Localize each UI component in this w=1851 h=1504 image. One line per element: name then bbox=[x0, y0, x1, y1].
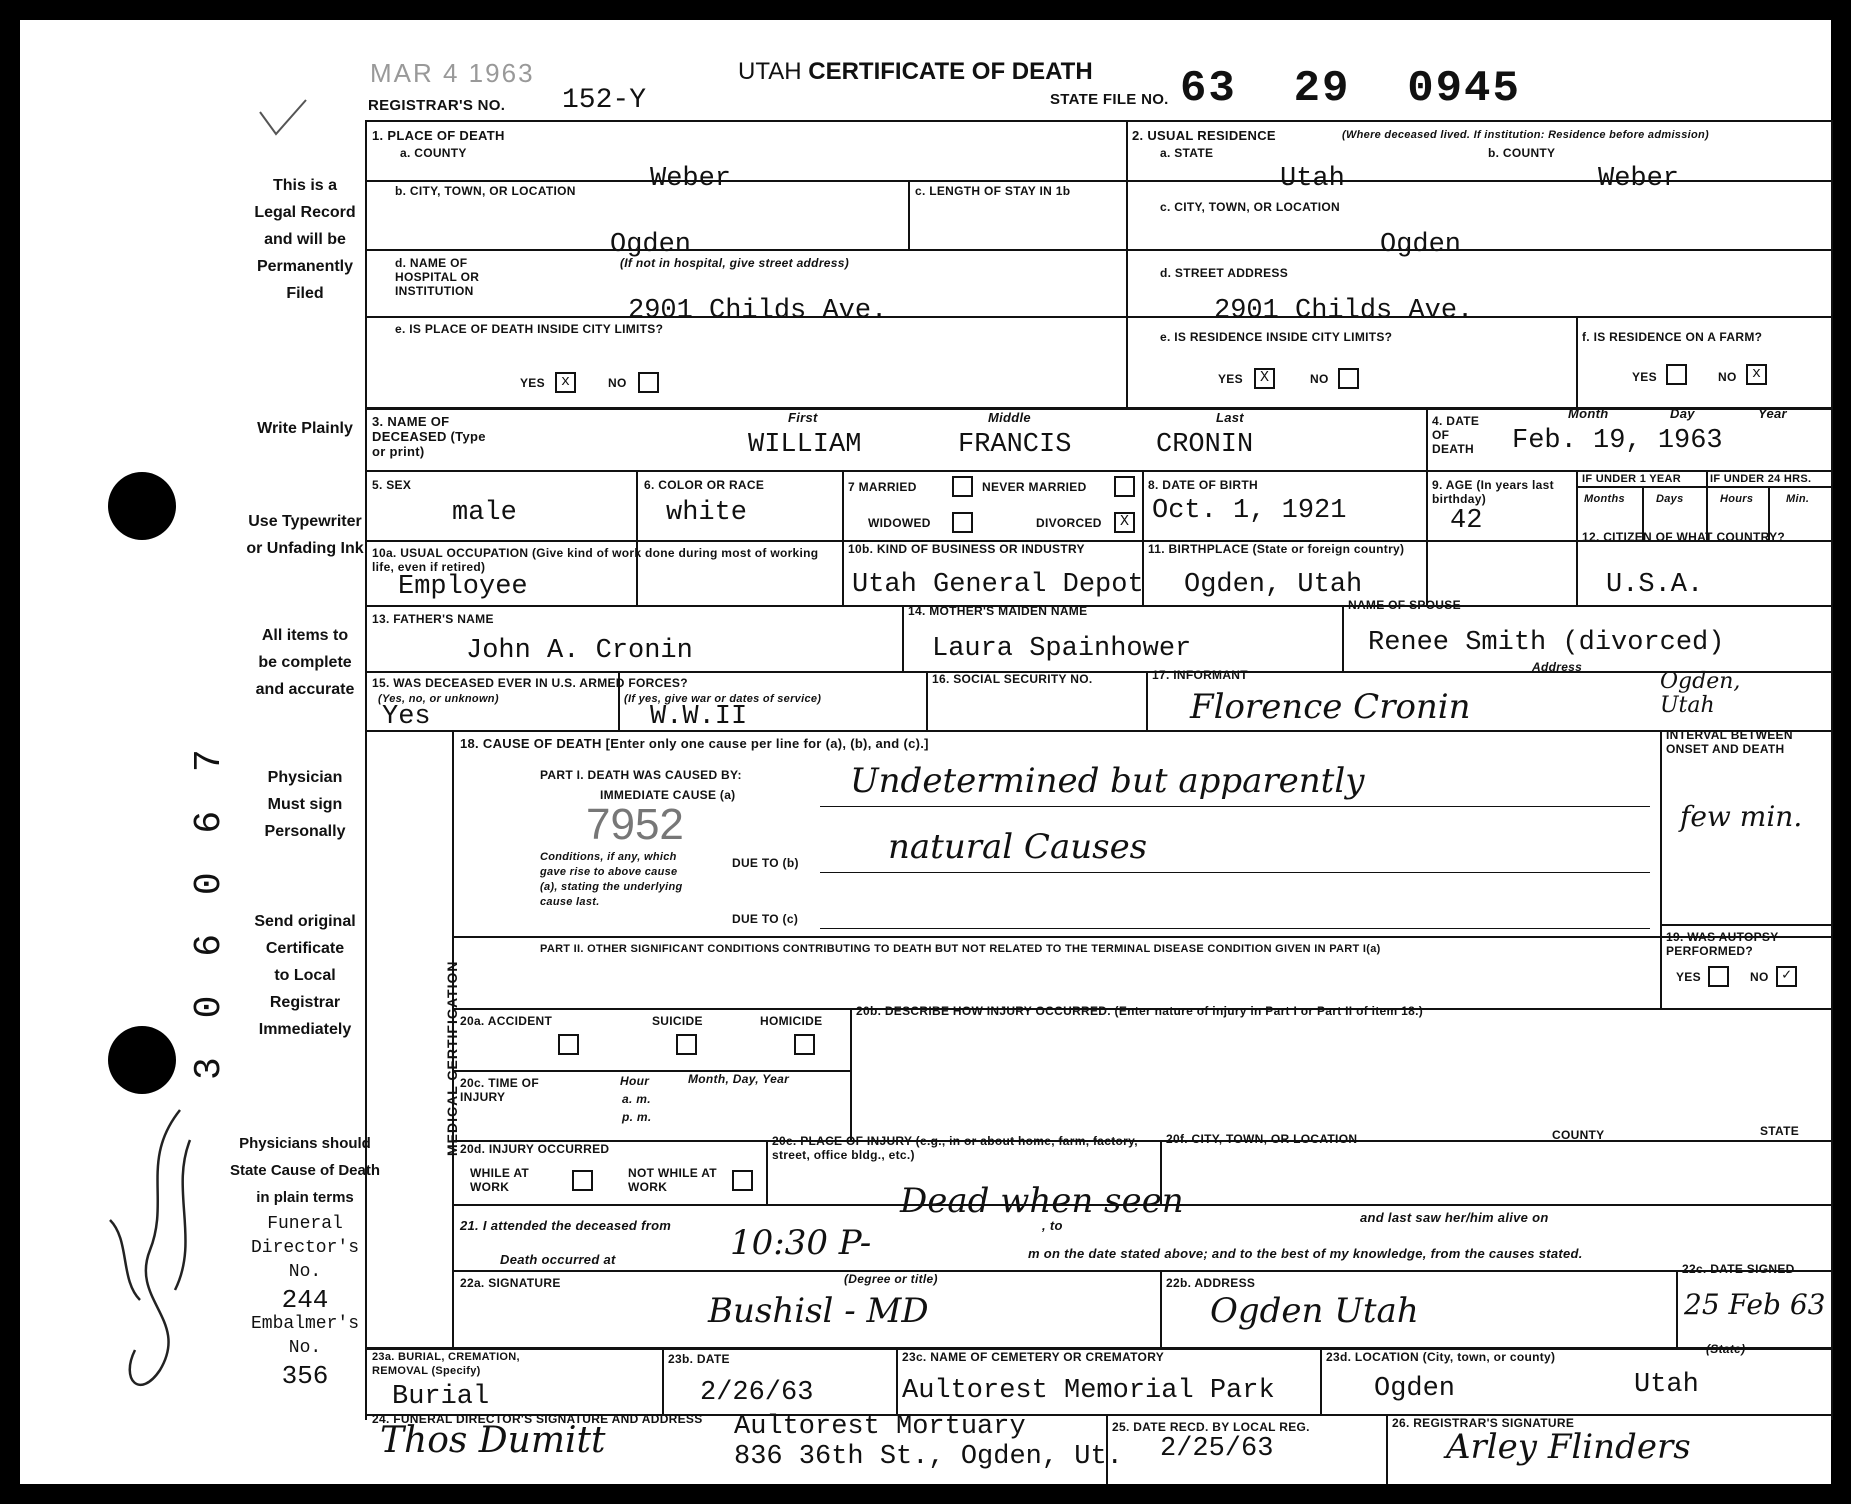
label-place-of-death: 1. PLACE OF DEATH bbox=[372, 128, 505, 143]
value-cemetery: Aultorest Memorial Park bbox=[902, 1376, 1275, 1406]
sidebar-send-5: Immediately bbox=[258, 1021, 352, 1038]
state-file-label: STATE FILE NO. bbox=[1050, 91, 1169, 108]
label-am: a. m. bbox=[622, 1092, 651, 1106]
label-inside-no: NO bbox=[608, 376, 627, 390]
label-funeral-sig: 24. FUNERAL DIRECTOR'S SIGNATURE AND ADDRESS bbox=[372, 1412, 703, 1426]
value-res-county: Weber bbox=[1598, 164, 1680, 194]
checkbox-res-inside-no[interactable] bbox=[1338, 368, 1359, 389]
checkbox-divorced[interactable]: X bbox=[1114, 512, 1135, 533]
label-res-no: NO bbox=[1310, 372, 1329, 386]
value-father: John A. Cronin bbox=[466, 636, 693, 666]
certificate-title bbox=[738, 58, 1093, 86]
value-location-state: Utah bbox=[1634, 1370, 1699, 1400]
label-while-work: WHILE AT WORK bbox=[470, 1166, 530, 1194]
label-age: 9. AGE (In years last birthday) bbox=[1432, 478, 1554, 506]
value-informant-signature: Florence Cronin bbox=[1190, 687, 1471, 727]
checkbox-autopsy-yes[interactable] bbox=[1708, 966, 1729, 987]
value-res-street: 2901 Childs Ave. bbox=[1214, 296, 1474, 326]
label-street: d. STREET ADDRESS bbox=[1160, 266, 1289, 280]
label-father: 13. FATHER'S NAME bbox=[372, 612, 494, 626]
sidebar-legal-4: Permanently bbox=[256, 258, 354, 275]
label-res-county: b. COUNTY bbox=[1488, 146, 1556, 160]
label-widowed: WIDOWED bbox=[868, 516, 931, 530]
label-state-paren: (State) bbox=[1706, 1342, 1746, 1356]
label-date-signed: 22c. DATE SIGNED bbox=[1682, 1262, 1795, 1276]
sidebar-typewriter-1: Use Typewriter bbox=[248, 513, 362, 530]
label-place-injury: 20e. PLACE OF INJURY (e.g., in or about home, farm, factory, street, office bldg., etc.) bbox=[772, 1134, 1138, 1162]
checkbox-suicide[interactable] bbox=[676, 1034, 697, 1055]
funeral-director-number: 244 bbox=[281, 1285, 329, 1315]
label-informant: 17. INFORMANT bbox=[1152, 668, 1248, 682]
label-part1: PART I. DEATH WAS CAUSED BY: bbox=[540, 768, 742, 782]
value-mortuary-address: 836 36th St., Ogden, Ut. bbox=[734, 1442, 1123, 1472]
title-main: CERTIFICATE OF DEATH bbox=[808, 58, 1093, 85]
sidebar-legal bbox=[235, 172, 375, 307]
label-month: Month bbox=[1568, 406, 1609, 421]
label-burial: 23a. BURIAL, CREMATION, REMOVAL (Specify) bbox=[372, 1351, 520, 1377]
label-pm: p. m. bbox=[622, 1110, 652, 1124]
punch-hole-bottom bbox=[108, 1026, 176, 1094]
checkbox-farm-no[interactable]: x bbox=[1746, 364, 1767, 385]
value-interval: few min. bbox=[1680, 800, 1803, 833]
value-dob: Oct. 1, 1921 bbox=[1152, 496, 1347, 526]
label-under-24: IF UNDER 24 HRS. bbox=[1710, 473, 1812, 485]
label-recd: 25. DATE RECD. BY LOCAL REG. bbox=[1112, 1420, 1310, 1434]
label-injury-state: STATE bbox=[1760, 1124, 1800, 1138]
label-autopsy: 19. WAS AUTOPSY PERFORMED? bbox=[1666, 930, 1779, 958]
label-interval: INTERVAL BETWEEN ONSET AND DEATH bbox=[1666, 728, 1793, 756]
punch-hole-top bbox=[108, 472, 176, 540]
funeral-label-1: Funeral bbox=[267, 1214, 343, 1234]
label-usual-residence: 2. USUAL RESIDENCE bbox=[1132, 128, 1276, 143]
label-time-injury: 20c. TIME OF INJURY bbox=[460, 1076, 539, 1104]
sidebar-physician-2: Must sign bbox=[267, 796, 343, 813]
value-attended: Dead when seen bbox=[900, 1181, 1184, 1221]
value-date-signed: 25 Feb 63 bbox=[1684, 1288, 1826, 1321]
label-date-of-death: 4. DATE OF DEATH bbox=[1432, 414, 1480, 456]
value-cause-b: natural Causes bbox=[888, 827, 1148, 867]
value-location-city: Ogden bbox=[1374, 1374, 1456, 1404]
value-birthplace: Ogden, Utah bbox=[1184, 570, 1363, 600]
sidebar-send-2: Certificate bbox=[265, 940, 345, 957]
label-days: Days bbox=[1656, 493, 1684, 505]
label-never-married: NEVER MARRIED bbox=[982, 480, 1087, 494]
sidebar-embalmer bbox=[235, 1312, 375, 1392]
label-farm-no: NO bbox=[1718, 370, 1737, 384]
label-location: 23d. LOCATION (City, town, or county) bbox=[1326, 1350, 1556, 1364]
value-mortuary: Aultorest Mortuary bbox=[734, 1412, 1026, 1442]
label-min: Min. bbox=[1786, 493, 1810, 505]
label-due-b: DUE TO (b) bbox=[732, 856, 799, 870]
value-res-city: Ogden bbox=[1380, 230, 1462, 260]
checkbox-farm-yes[interactable] bbox=[1666, 364, 1687, 385]
label-due-c: DUE TO (c) bbox=[732, 912, 799, 926]
funeral-label-2: Director's No. bbox=[250, 1238, 360, 1282]
sidebar-send bbox=[235, 908, 375, 1043]
label-county: a. COUNTY bbox=[400, 146, 467, 160]
label-inside-yes: YES bbox=[520, 376, 545, 390]
value-citizen: U.S.A. bbox=[1606, 570, 1704, 600]
label-armed-note1: (Yes, no, or unknown) bbox=[378, 693, 499, 705]
label-injury-occurred: 20d. INJURY OCCURRED bbox=[460, 1142, 610, 1156]
value-first-name: WILLIAM bbox=[748, 430, 862, 460]
label-registrar-sig: 26. REGISTRAR'S SIGNATURE bbox=[1392, 1416, 1575, 1430]
label-sex: 5. SEX bbox=[372, 478, 412, 492]
label-not-while: NOT WHILE AT WORK bbox=[628, 1166, 717, 1194]
label-hospital: d. NAME OF HOSPITAL OR INSTITUTION bbox=[395, 256, 480, 298]
label-dob: 8. DATE OF BIRTH bbox=[1148, 478, 1258, 492]
certificate-sheet bbox=[20, 20, 1831, 1484]
label-mdy: Month, Day, Year bbox=[688, 1072, 790, 1086]
label-homicide: HOMICIDE bbox=[760, 1014, 823, 1028]
label-hospital-note: (If not in hospital, give street address) bbox=[620, 256, 850, 270]
value-time: 10:30 P- bbox=[730, 1223, 872, 1263]
value-race: white bbox=[666, 498, 748, 528]
sidebar-physician-3: Personally bbox=[264, 823, 346, 840]
checkbox-married[interactable] bbox=[952, 476, 973, 497]
label-medical-certification: MEDICAL CERTIFICATION bbox=[444, 960, 460, 1156]
checkbox-homicide[interactable] bbox=[794, 1034, 815, 1055]
label-last: Last bbox=[1216, 410, 1244, 425]
sidebar-cause-2: State Cause of Death bbox=[229, 1162, 381, 1179]
sidebar-physician-1: Physician bbox=[267, 769, 343, 786]
sidebar-write: Write Plainly bbox=[257, 420, 353, 437]
sidebar-legal-2: Legal Record bbox=[254, 204, 356, 221]
label-ssn: 16. SOCIAL SECURITY NO. bbox=[932, 672, 1093, 686]
value-cause-a: Undetermined but apparently bbox=[850, 761, 1365, 801]
value-age: 42 bbox=[1450, 506, 1483, 536]
label-part2: PART II. OTHER SIGNIFICANT CONDITIONS CONTRIBUTING TO DEATH BUT NOT RELATED TO THE TERMINAL DISEASE CONDITION GIVEN IN PART I(a) bbox=[540, 943, 1381, 955]
label-spouse: NAME OF SPOUSE bbox=[1348, 598, 1461, 612]
label-armed: 15. WAS DECEASED EVER IN U.S. ARMED FORCES? bbox=[372, 676, 688, 690]
value-recd-date: 2/25/63 bbox=[1160, 1434, 1274, 1464]
value-armed: Yes bbox=[382, 702, 431, 732]
label-cemetery: 23c. NAME OF CEMETERY OR CREMATORY bbox=[902, 1350, 1165, 1364]
label-middle: Middle bbox=[988, 410, 1031, 425]
value-signature: Bushisl - MD bbox=[708, 1291, 929, 1331]
value-county: Weber bbox=[650, 164, 732, 194]
label-conditions: Conditions, if any, which gave rise to above cause (a), stating the underlying cause last. bbox=[540, 851, 683, 908]
divider-1-2 bbox=[1126, 120, 1128, 407]
registrar-number: 152-Y bbox=[562, 85, 647, 116]
value-last-name: CRONIN bbox=[1156, 430, 1254, 460]
label-to: , to bbox=[1042, 1218, 1063, 1233]
label-name: 3. NAME OF DECEASED (Type or print) bbox=[372, 414, 486, 459]
value-burial-date: 2/26/63 bbox=[700, 1378, 814, 1408]
label-address: Address bbox=[1532, 660, 1583, 674]
checkbox-res-inside-yes[interactable]: X bbox=[1254, 368, 1275, 389]
label-cause: 18. CAUSE OF DEATH [Enter only one cause per line for (a), (b), and (c).] bbox=[460, 736, 929, 751]
value-date-of-death: Feb. 19, 1963 bbox=[1512, 426, 1723, 456]
sidebar-funeral-director bbox=[235, 1212, 375, 1316]
label-hour: Hour bbox=[620, 1074, 650, 1088]
sidebar-send-4: Registrar bbox=[269, 994, 341, 1011]
sidebar-legal-3: and will be bbox=[264, 231, 346, 248]
label-res-inside: e. IS RESIDENCE INSIDE CITY LIMITS? bbox=[1160, 330, 1393, 344]
checkbox-not-while-work[interactable] bbox=[732, 1170, 753, 1191]
sidebar-send-3: to Local bbox=[274, 967, 336, 984]
label-inside-city: e. IS PLACE OF DEATH INSIDE CITY LIMITS? bbox=[395, 322, 664, 336]
label-state: a. STATE bbox=[1160, 146, 1214, 160]
label-city: b. CITY, TOWN, OR LOCATION bbox=[395, 184, 576, 198]
embalmer-label: Embalmer's No. bbox=[250, 1314, 360, 1358]
value-spouse: Renee Smith (divorced) bbox=[1368, 628, 1725, 658]
label-usual-note: (Where deceased lived. If institution: Residence before admission) bbox=[1342, 129, 1709, 141]
embalmer-number: 356 bbox=[281, 1361, 329, 1391]
check-mark bbox=[258, 98, 308, 138]
sidebar-typewriter bbox=[235, 508, 375, 562]
label-first: First bbox=[788, 410, 818, 425]
label-race: 6. COLOR OR RACE bbox=[644, 478, 765, 492]
value-city: Ogden bbox=[610, 230, 692, 260]
registrar-label: REGISTRAR'S NO. bbox=[368, 97, 506, 114]
label-occupation: 10a. USUAL OCCUPATION (Give kind of work done during most of working life, even if retired) bbox=[372, 546, 819, 574]
sidebar-complete bbox=[235, 622, 375, 703]
sidebar-send-1: Send original bbox=[254, 913, 356, 930]
checkbox-inside-no[interactable] bbox=[638, 372, 659, 393]
label-farm-yes: YES bbox=[1632, 370, 1657, 384]
label-hours: Hours bbox=[1720, 493, 1754, 505]
label-immediate: IMMEDIATE CAUSE (a) bbox=[600, 788, 736, 802]
label-accident: 20a. ACCIDENT bbox=[460, 1014, 553, 1028]
sidebar-complete-1: All items to bbox=[261, 627, 349, 644]
label-farm: f. IS RESIDENCE ON A FARM? bbox=[1582, 330, 1763, 344]
label-occurred: Death occurred at bbox=[500, 1252, 616, 1267]
label-signature: 22a. SIGNATURE bbox=[460, 1276, 561, 1290]
label-autopsy-yes: YES bbox=[1676, 970, 1701, 984]
label-married: 7 MARRIED bbox=[848, 480, 917, 494]
vertical-serial-number: 3 0 6 0 6 7 bbox=[188, 741, 231, 1080]
label-months: Months bbox=[1584, 493, 1625, 505]
label-address22: 22b. ADDRESS bbox=[1166, 1276, 1256, 1290]
value-code: 7952 bbox=[586, 800, 684, 849]
received-stamp: MAR 4 1963 bbox=[370, 58, 535, 88]
label-res-yes: YES bbox=[1218, 372, 1243, 386]
label-degree: (Degree or title) bbox=[844, 1272, 938, 1286]
label-day: Day bbox=[1670, 406, 1695, 421]
value-sex: male bbox=[452, 498, 517, 528]
label-last-saw: and last saw her/him alive on bbox=[1360, 1210, 1549, 1225]
label-citizen: 12. CITIZEN OF WHAT COUNTRY? bbox=[1582, 530, 1786, 544]
label-armed-note2: (If yes, give war or dates of service) bbox=[624, 693, 822, 705]
label-under-year: IF UNDER 1 YEAR bbox=[1582, 473, 1682, 485]
sidebar-cause-1: Physicians should bbox=[239, 1135, 371, 1152]
value-res-state: Utah bbox=[1280, 164, 1345, 194]
value-funeral-signature: Thos Dumitt bbox=[380, 1420, 606, 1461]
label-birthplace: 11. BIRTHPLACE (State or foreign country) bbox=[1148, 542, 1405, 556]
label-burial-date: 23b. DATE bbox=[668, 1352, 730, 1366]
checkbox-accident[interactable] bbox=[558, 1034, 579, 1055]
label-divorced: DIVORCED bbox=[1036, 516, 1102, 530]
checkbox-autopsy-no[interactable]: ✓ bbox=[1776, 966, 1797, 987]
sidebar-typewriter-2: or Unfading Ink bbox=[246, 540, 364, 557]
label-business: 10b. KIND OF BUSINESS OR INDUSTRY bbox=[848, 542, 1085, 556]
label-year: Year bbox=[1758, 406, 1787, 421]
sidebar-legal-5: Filed bbox=[286, 285, 324, 302]
value-war: W.W.II bbox=[650, 702, 748, 732]
value-burial: Burial bbox=[392, 1382, 490, 1412]
sidebar-cause-3: in plain terms bbox=[256, 1189, 354, 1206]
checkbox-while-work[interactable] bbox=[572, 1170, 593, 1191]
label-m-on: m on the date stated above; and to the best of my knowledge, from the causes stated. bbox=[1028, 1246, 1583, 1261]
label-mother: 14. MOTHER'S MAIDEN NAME bbox=[908, 604, 1088, 618]
label-res-city: c. CITY, TOWN, OR LOCATION bbox=[1160, 200, 1341, 214]
value-hospital: 2901 Childs Ave. bbox=[628, 296, 888, 326]
label-injury-county: COUNTY bbox=[1552, 1128, 1605, 1142]
value-occupation: Employee bbox=[398, 572, 528, 602]
left-margin-signature bbox=[80, 1100, 220, 1420]
value-business: Utah General Depot bbox=[852, 570, 1144, 600]
label-describe: 20b. DESCRIBE HOW INJURY OCCURRED. (Enter nature of injury in Part I or Part II of item 18.) bbox=[856, 1004, 1424, 1018]
sidebar-physician bbox=[235, 764, 375, 845]
label-injury-city: 20f. CITY, TOWN, OR LOCATION bbox=[1166, 1132, 1358, 1146]
value-informant-address: Ogden, Utah bbox=[1660, 669, 1741, 718]
sidebar-complete-3: and accurate bbox=[255, 681, 355, 698]
value-middle-name: FRANCIS bbox=[958, 430, 1072, 460]
checkbox-inside-yes[interactable]: x bbox=[555, 372, 576, 393]
label-suicide: SUICIDE bbox=[652, 1014, 703, 1028]
sidebar-legal-1: This is a bbox=[272, 177, 338, 194]
value-mother: Laura Spainhower bbox=[932, 634, 1192, 664]
label-stay: c. LENGTH OF STAY IN 1b bbox=[915, 184, 1071, 198]
sidebar-complete-2: be complete bbox=[258, 654, 352, 671]
value-registrar-signature: Arley Flinders bbox=[1446, 1427, 1691, 1467]
checkbox-widowed[interactable] bbox=[952, 512, 973, 533]
label-attended: 21. I attended the deceased from bbox=[460, 1218, 672, 1233]
title-state: UTAH bbox=[738, 58, 802, 85]
state-file-number: 63 29 0945 bbox=[1180, 64, 1521, 114]
value-sig-address: Ogden Utah bbox=[1210, 1291, 1419, 1331]
label-autopsy-no: NO bbox=[1750, 970, 1769, 984]
checkbox-never-married[interactable] bbox=[1114, 476, 1135, 497]
